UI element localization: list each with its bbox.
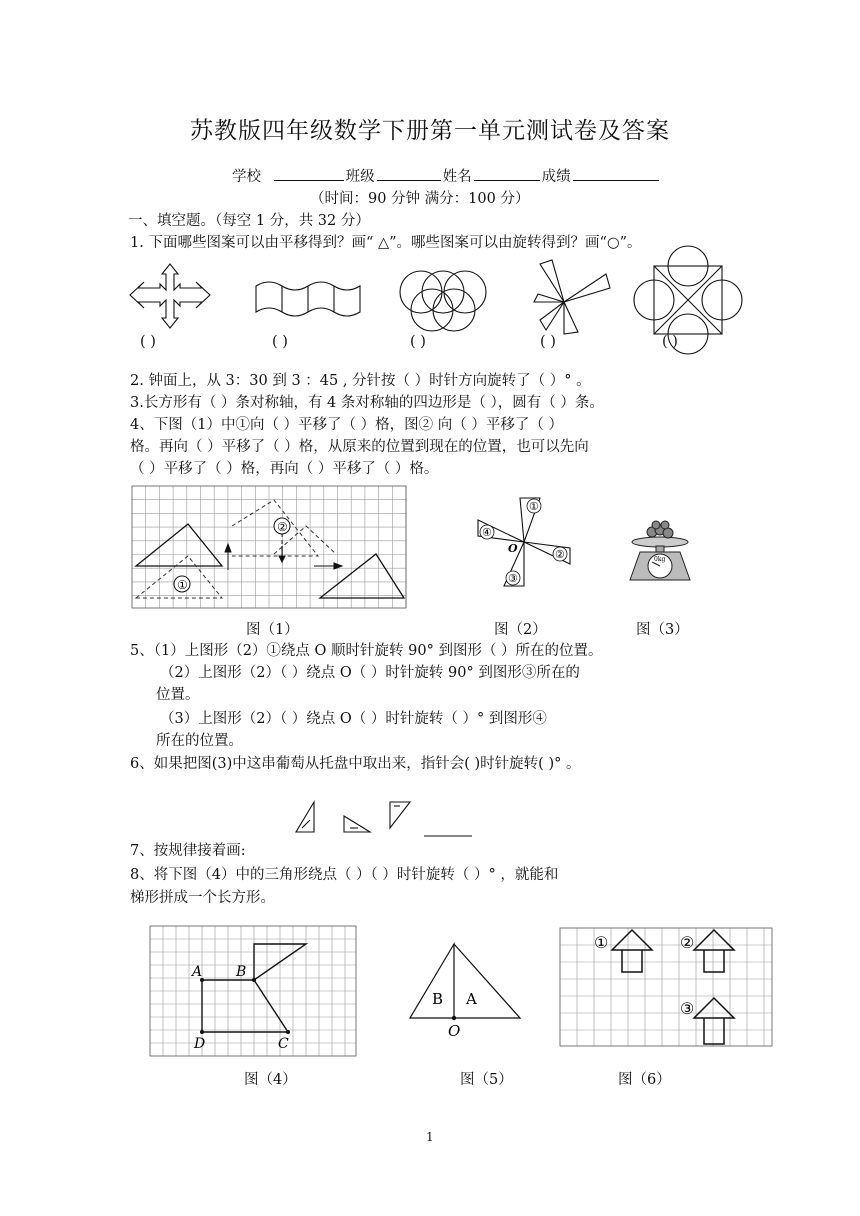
figure-6 — [560, 928, 772, 1046]
fig5-label-b: B — [432, 990, 444, 1008]
fig-2-caption: 图（2） — [494, 622, 547, 638]
fig5-point-o: O — [448, 1022, 461, 1040]
question-1: 1. 下面哪些图案可以由平移得到？画“ △”。哪些图案可以由旋转得到？画“○”。 — [130, 235, 642, 251]
fig-1-caption: 图（1） — [246, 622, 299, 638]
fig6-mark-1: ① — [594, 933, 609, 952]
q1-answer-2[interactable]: ( ) — [272, 334, 288, 350]
fig5-label-a: A — [466, 990, 477, 1008]
question-5-1: 5、（1）上图形（2）①绕点 O 顺时针旋转 90° 到图形（ ）所在的位置。 — [130, 643, 603, 659]
class-label: 班级 — [345, 169, 375, 185]
q1-answer-4[interactable]: ( ) — [540, 334, 556, 350]
question-5-2: （2）上图形（2）（ ）绕点 O（ ）时针旋转 90° 到图形③所在的 — [160, 665, 580, 681]
question-7: 7、按规律接着画: — [130, 843, 246, 859]
question-5-3b: 所在的位置。 — [156, 733, 243, 749]
question-3: 3.长方形有（ ）条对称轴，有 4 条对称轴的四边形是（ ），圆有（ ）条。 — [130, 395, 604, 411]
fig4-point-a: A — [192, 964, 203, 980]
name-label: 姓名 — [442, 169, 472, 185]
figure-4 — [150, 926, 356, 1056]
page-title: 苏教版四年级数学下册第一单元测试卷及答案 — [190, 118, 670, 144]
page-number: 1 — [426, 1130, 434, 1144]
figure-3 — [628, 520, 698, 584]
q1-answer-3[interactable]: ( ) — [410, 334, 426, 350]
fig-6-caption: 图（6） — [618, 1072, 671, 1088]
q1-answer-5[interactable]: ( ) — [662, 334, 678, 350]
time-note: （时间：90 分钟 满分：100 分） — [310, 191, 530, 207]
figure-2 — [474, 492, 584, 592]
q1-figures — [128, 262, 738, 342]
rings-figure — [400, 271, 486, 331]
question-4-line-2: 格。再向（ ）平移了（ ）格，从原来的位置到现在的位置，也可以先向 — [130, 439, 589, 455]
q7-pattern — [292, 798, 482, 838]
school-blank[interactable] — [274, 166, 344, 181]
question-4-line-3: （ ）平移了（ ）格，再向（ ）平移了（ ）格。 — [130, 461, 439, 477]
score-blank[interactable] — [573, 166, 659, 181]
circle-square-figure — [634, 246, 742, 354]
question-6: 6、如果把图(3)中这串葡萄从托盘中取出来，指针会( )时针旋转( )° 。 — [130, 756, 581, 772]
info-line — [232, 166, 661, 188]
question-5-2b: 位置。 — [156, 687, 200, 703]
class-blank[interactable] — [377, 166, 441, 181]
fig-5-caption: 图（5） — [460, 1072, 513, 1088]
figure-5 — [404, 940, 534, 1044]
question-8-line-2: 梯形拼成一个长方形。 — [130, 890, 275, 906]
fig1-mark-1: ① — [177, 578, 188, 592]
fig4-point-b: B — [236, 964, 247, 980]
pinwheel-figure — [534, 260, 610, 334]
fig2-mark-3: ③ — [508, 572, 518, 585]
question-8-line-1: 8、将下图（4）中的三角形绕点（ ）（ ）时针旋转（ ）° ，就能和 — [130, 867, 559, 883]
fig4-point-c: C — [278, 1036, 289, 1052]
fig4-point-d: D — [194, 1036, 206, 1052]
fig2-mark-2: ② — [555, 548, 565, 561]
fig2-mark-1: ① — [529, 500, 539, 513]
fig1-mark-2: ② — [277, 520, 288, 534]
section-heading: 一、填空题。（每空 1 分，共 32 分） — [128, 213, 370, 229]
wave-figure — [256, 282, 360, 316]
question-2: 2. 钟面上，从 3：30 到 3 ：45 , 分针按（ ）时针方向旋转了（ ）° 。 — [130, 373, 591, 389]
figure-1 — [132, 486, 406, 608]
arrows-figure — [130, 264, 210, 328]
q1-answer-1[interactable]: ( ) — [140, 334, 156, 350]
score-label: 成绩 — [541, 169, 571, 185]
question-4-line-1: 4、下图（1）中①向（ ）平移了（ ）格，图② 向（ ）平移了（ ） — [130, 417, 563, 433]
question-5-3: （3）上图形（2）（ ）绕点 O（ ）时针旋转（ ）° 到图形④ — [160, 711, 547, 727]
fig2-point-o: O — [508, 542, 518, 555]
fig6-mark-3: ③ — [680, 999, 695, 1018]
fig3-kg: 0kg — [654, 556, 666, 563]
fig6-mark-2: ② — [680, 933, 695, 952]
fig-4-caption: 图（4） — [244, 1072, 297, 1088]
fig2-mark-4: ④ — [482, 526, 492, 539]
fig-3-caption: 图（3） — [636, 622, 689, 638]
name-blank[interactable] — [474, 166, 540, 181]
school-label: 学校 — [232, 169, 261, 185]
